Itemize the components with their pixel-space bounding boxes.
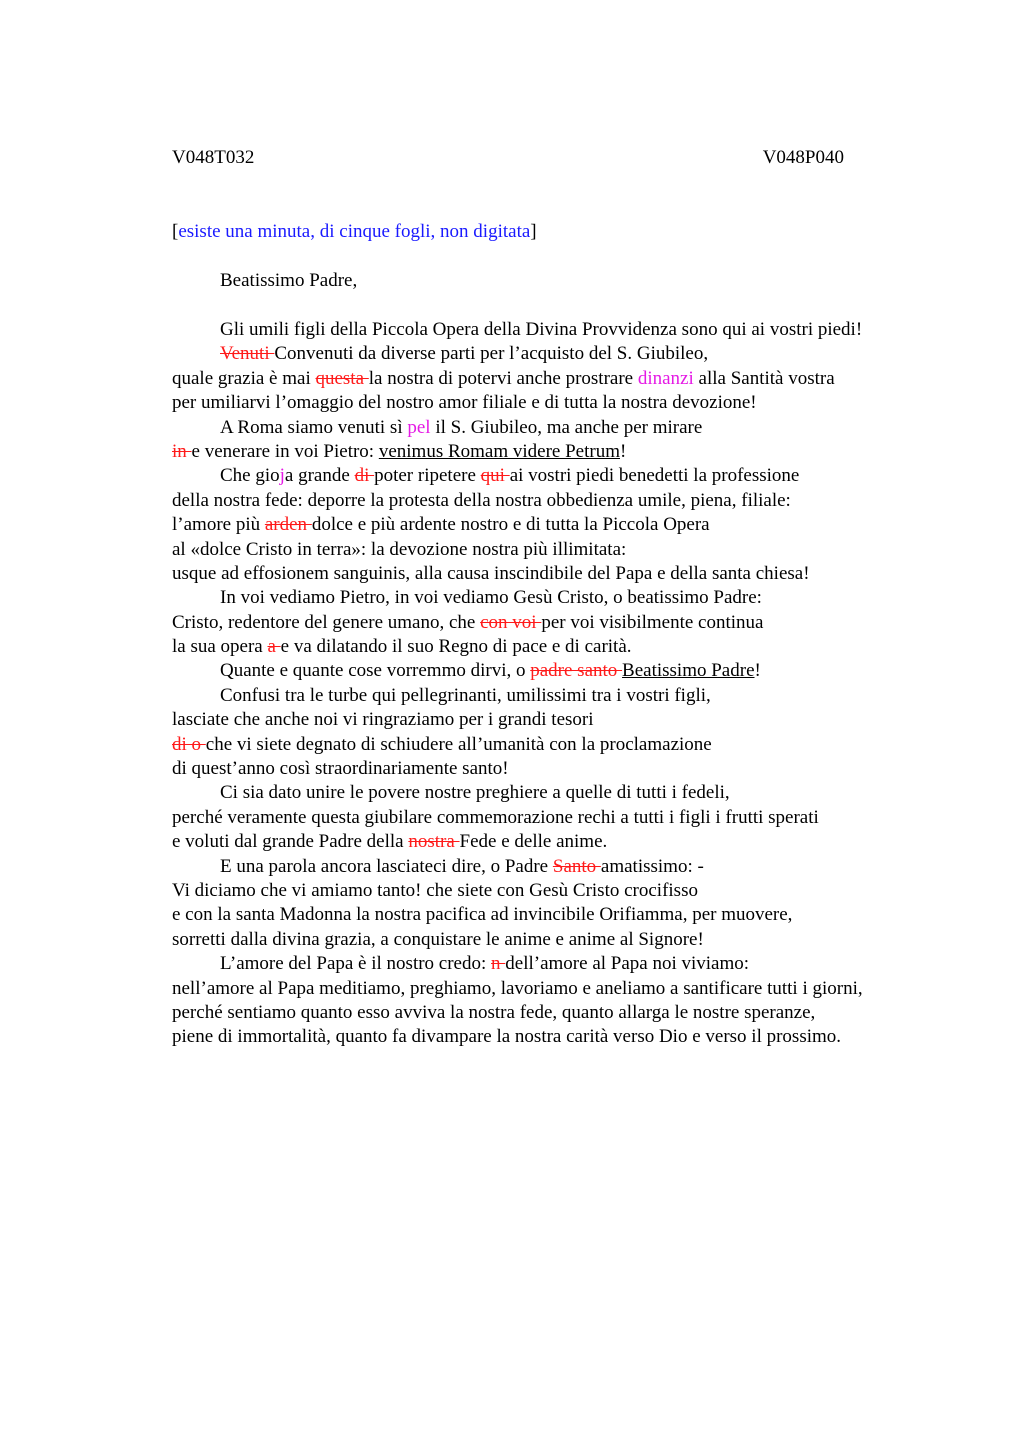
deleted-text: Santo <box>552 855 601 877</box>
text-run: ! <box>619 440 627 462</box>
text-run: dell’amore al Papa noi viviamo: <box>505 953 750 975</box>
text-run: al «dolce Cristo in terra»: la devozione nostra più illimitata: <box>172 538 627 560</box>
text-line <box>172 903 912 927</box>
text-line <box>172 464 912 488</box>
text-line <box>172 416 912 440</box>
text-run: quale grazia è mai <box>172 367 316 389</box>
text-run: a grande <box>284 465 355 487</box>
text-line <box>172 830 912 854</box>
salutation: Beatissimo Padre, <box>220 270 358 291</box>
text-run: e va dilatando il suo Regno di pace e di carità. <box>280 636 632 658</box>
text-run: la sua opera <box>172 636 268 658</box>
text-run: per voi visibilmente continua <box>541 611 764 633</box>
text-run: Confusi tra le turbe qui pellegrinanti, umilissimi tra i vostri figli, <box>220 684 711 706</box>
text-run: E una parola ancora lasciateci dire, o Padre <box>220 855 553 877</box>
text-run: poter ripetere <box>374 465 481 487</box>
text-run: Cristo, redentore del genere umano, che <box>172 611 481 633</box>
text-line <box>172 635 912 659</box>
letter-body <box>172 318 912 1050</box>
text-run: nell’amore al Papa meditiamo, preghiamo, lavoriamo e aneliamo a santificare tutti i giorni, <box>172 977 863 999</box>
underlined-text: venimus Romam videre Petrum <box>378 440 620 462</box>
text-run: Ci sia dato unire le povere nostre preghiere a quelle di tutti i fedeli, <box>220 782 730 804</box>
text-line <box>172 367 912 391</box>
text-run: della nostra fede: deporre la protesta della nostra obbedienza umile, piena, filiale: <box>172 489 791 511</box>
text-line <box>172 733 912 757</box>
text-run: l’amore più <box>172 514 265 536</box>
text-line <box>172 977 872 1001</box>
note-bracket-close: ] <box>530 221 537 242</box>
text-line <box>172 952 912 976</box>
text-run: A Roma siamo venuti sì <box>220 416 408 438</box>
text-run: Gli umili figli della Piccola Opera della Divina Provvidenza sono qui ai vostri piedi! <box>220 319 863 340</box>
text-run: Quante e quante cose vorremmo dirvi, o <box>220 660 531 682</box>
inserted-text: j <box>279 465 285 487</box>
deleted-text: Venuti <box>220 343 275 365</box>
text-line <box>172 1001 912 1025</box>
text-run: amatissimo: - <box>600 855 704 877</box>
text-run: In voi vediamo Pietro, in voi vediamo Gesù Cristo, o beatissimo Padre: <box>220 587 762 609</box>
text-line <box>172 928 912 952</box>
text-line <box>172 489 912 513</box>
deleted-text: qui <box>480 465 510 487</box>
text-run: il S. Giubileo, ma anche per mirare <box>430 416 703 438</box>
text-run: dolce e più ardente nostro e di tutta la Piccola Opera <box>311 514 710 536</box>
text-run: Convenuti da diverse parti per l’acquisto del S. Giubileo, <box>274 343 709 365</box>
text-run: e venerare in voi Pietro: <box>191 440 379 462</box>
text-run: e voluti dal grande Padre della <box>172 831 409 853</box>
editorial-note <box>172 220 537 244</box>
text-line <box>172 855 912 879</box>
deleted-text: padre santo <box>530 660 623 682</box>
inserted-text: pel <box>407 416 431 438</box>
document-code-left: V048T032 <box>172 147 255 168</box>
text-line <box>172 391 912 415</box>
text-run: perché sentiamo quanto esso avviva la nostra fede, quanto allarga le nostre speranze, <box>172 1001 816 1023</box>
text-run: lasciate che anche noi vi ringraziamo per i grandi tesori <box>172 709 594 731</box>
text-line <box>172 538 912 562</box>
text-run: sorretti dalla divina grazia, a conquistare le anime e anime al Signore! <box>172 928 704 950</box>
deleted-text: con voi <box>480 611 542 633</box>
note-text: esiste una minuta, di cinque fogli, non digitata <box>178 221 531 242</box>
text-line <box>172 440 912 464</box>
text-line <box>172 342 912 366</box>
text-line <box>172 757 912 781</box>
text-line <box>172 684 912 708</box>
text-run: Che gio <box>220 465 280 487</box>
text-run: ai vostri piedi benedetti la professione <box>509 465 800 487</box>
text-line <box>172 708 912 732</box>
text-run: ! <box>754 660 761 682</box>
text-run: Vi diciamo che vi amiamo tanto! che siete con Gesù Cristo crocifisso <box>172 880 698 901</box>
text-run: usque ad effosionem sanguinis, alla causa inscindibile del Papa e della santa chiesa! <box>172 562 810 584</box>
deleted-text: di <box>354 465 375 487</box>
text-line <box>172 659 912 683</box>
text-line <box>172 781 912 805</box>
text-line <box>172 586 912 610</box>
text-run: per umiliarvi l’omaggio del nostro amor filiale e di tutta la nostra devozione! <box>172 392 757 414</box>
text-line <box>172 806 912 830</box>
text-line <box>172 562 912 586</box>
deleted-text: in <box>172 440 192 462</box>
text-run: piene di immortalità, quanto fa divampare la nostra carità verso Dio e verso il prossimo. <box>172 1026 842 1048</box>
deleted-text: n <box>491 953 506 975</box>
text-run: alla Santità vostra <box>693 367 835 389</box>
deleted-text: questa <box>315 367 369 389</box>
text-line <box>172 879 912 903</box>
text-run: perché veramente questa giubilare commemorazione rechi a tutti i figli i frutti sperati <box>172 806 819 828</box>
deleted-text: nostra <box>408 831 460 853</box>
text-line <box>172 611 912 635</box>
text-run: e con la santa Madonna la nostra pacifica ad invincibile Orifiamma, per muovere, <box>172 904 793 926</box>
deleted-text: a <box>267 636 281 658</box>
text-run: di quest’anno così straordinariamente santo! <box>172 758 509 780</box>
text-run: la nostra di potervi anche prostrare <box>368 367 638 389</box>
deleted-text: arden <box>264 514 312 536</box>
underlined-text: Beatissimo Padre <box>622 660 755 682</box>
paragraph <box>172 318 912 342</box>
text-run: Fede e delle anime. <box>459 831 608 853</box>
note-bracket-open: [ <box>172 221 179 242</box>
text-line <box>172 513 912 537</box>
text-line <box>172 1025 912 1049</box>
inserted-text: dinanzi <box>637 367 694 389</box>
document-code-right: V048P040 <box>762 147 844 168</box>
text-run: L’amore del Papa è il nostro credo: <box>220 953 492 975</box>
text-run: che vi siete degnato di schiudere all’umanità con la proclamazione <box>205 733 712 755</box>
deleted-text: di o <box>172 733 206 755</box>
